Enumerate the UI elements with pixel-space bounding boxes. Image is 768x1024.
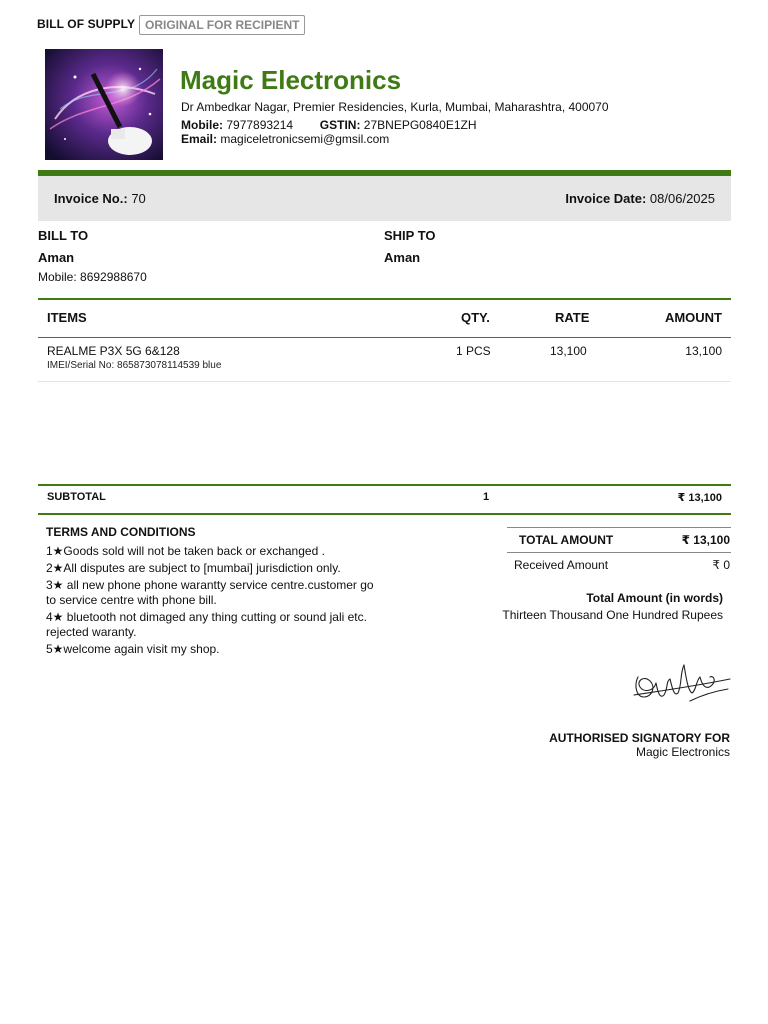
terms-line: 1★Goods sold will not be taken back or exchanged . — [46, 544, 325, 558]
amount-in-words: Thirteen Thousand One Hundred Rupees — [502, 608, 723, 622]
bill-to-mobile-label: Mobile: — [38, 270, 77, 284]
business-gstin: 27BNEPG0840E1ZH — [363, 118, 477, 132]
bill-to-heading: BILL TO — [38, 228, 89, 243]
bill-to-name: Aman — [38, 250, 75, 265]
subtotal-top-rule — [38, 484, 731, 486]
terms-heading: TERMS AND CONDITIONS — [46, 525, 196, 539]
bill-to-mobile-value: 8692988670 — [80, 270, 147, 284]
column-header-amount: AMOUNT — [664, 310, 722, 325]
invoice-date — [565, 191, 715, 206]
terms-line: 5★welcome again visit my shop. — [46, 642, 220, 656]
authorised-signatory-heading: AUTHORISED SIGNATORY FOR — [549, 731, 730, 745]
business-mobile: 7977893214 — [226, 118, 294, 132]
item-detail: IMEI/Serial No: 865873078114539 blue — [47, 360, 222, 371]
business-contact-line — [181, 118, 477, 132]
received-amount-label: Received Amount — [514, 558, 609, 572]
business-logo — [45, 49, 163, 160]
item-name: REALME P3X 5G 6&128 — [47, 344, 180, 358]
subtotal-bottom-rule — [38, 513, 731, 515]
item-rate: 13,100 — [550, 344, 587, 358]
totals-top-rule — [507, 527, 731, 528]
mobile-label: Mobile: — [181, 118, 223, 132]
subtotal-qty: 1 — [483, 491, 490, 503]
signature-image — [630, 655, 732, 715]
gstin-label: GSTIN: — [319, 118, 361, 132]
column-header-rate: RATE — [555, 310, 590, 325]
terms-line: 4★ bluetooth not dimaged any thing cutting or sound jali etc. rejected waranty. — [46, 610, 367, 639]
terms-line: 3★ all new phone phone warantty service centre.customer go to service centre with phone bill. — [46, 578, 374, 607]
row-divider — [38, 381, 731, 382]
business-email-line — [181, 132, 389, 146]
received-amount-value: ₹ 0 — [712, 558, 730, 572]
item-qty: 1 PCS — [456, 344, 491, 358]
business-name: Magic Electronics — [180, 65, 402, 95]
subtotal-amount: ₹ 13,100 — [677, 492, 722, 504]
invoice-date-label: Invoice Date: — [565, 191, 647, 206]
email-label: Email: — [181, 132, 218, 146]
authorised-signatory-name: Magic Electronics — [635, 745, 730, 759]
total-amount-value: ₹ 13,100 — [681, 533, 730, 547]
terms-line: 2★All disputes are subject to [mumbai] jurisdiction only. — [46, 561, 341, 575]
ship-to-heading: SHIP TO — [384, 228, 436, 243]
bill-to-mobile — [38, 270, 147, 284]
table-top-rule — [38, 298, 731, 300]
column-header-qty: QTY. — [461, 310, 490, 325]
invoice-number — [54, 191, 146, 206]
totals-mid-rule — [507, 552, 731, 553]
invoice-date-value: 08/06/2025 — [649, 191, 715, 206]
business-address: Dr Ambedkar Nagar, Premier Residencies, Kurla, Mumbai, Maharashtra, 400070 — [181, 100, 609, 114]
total-amount-label: TOTAL AMOUNT — [519, 533, 614, 547]
copy-badge: ORIGINAL FOR RECIPIENT — [139, 15, 305, 35]
business-email: magiceletronicsemi@gmsil.com — [220, 132, 390, 146]
document-type: BILL OF SUPPLY — [37, 17, 136, 31]
table-header-rule — [38, 337, 731, 338]
invoice-number-label: Invoice No.: — [54, 191, 128, 206]
ship-to-name: Aman — [384, 250, 421, 265]
amount-in-words-label: Total Amount (in words) — [586, 591, 723, 605]
subtotal-label: SUBTOTAL — [47, 491, 106, 503]
column-header-items: ITEMS — [47, 310, 87, 325]
invoice-number-value: 70 — [131, 191, 146, 206]
item-amount: 13,100 — [685, 344, 722, 358]
terms-list — [46, 544, 386, 659]
